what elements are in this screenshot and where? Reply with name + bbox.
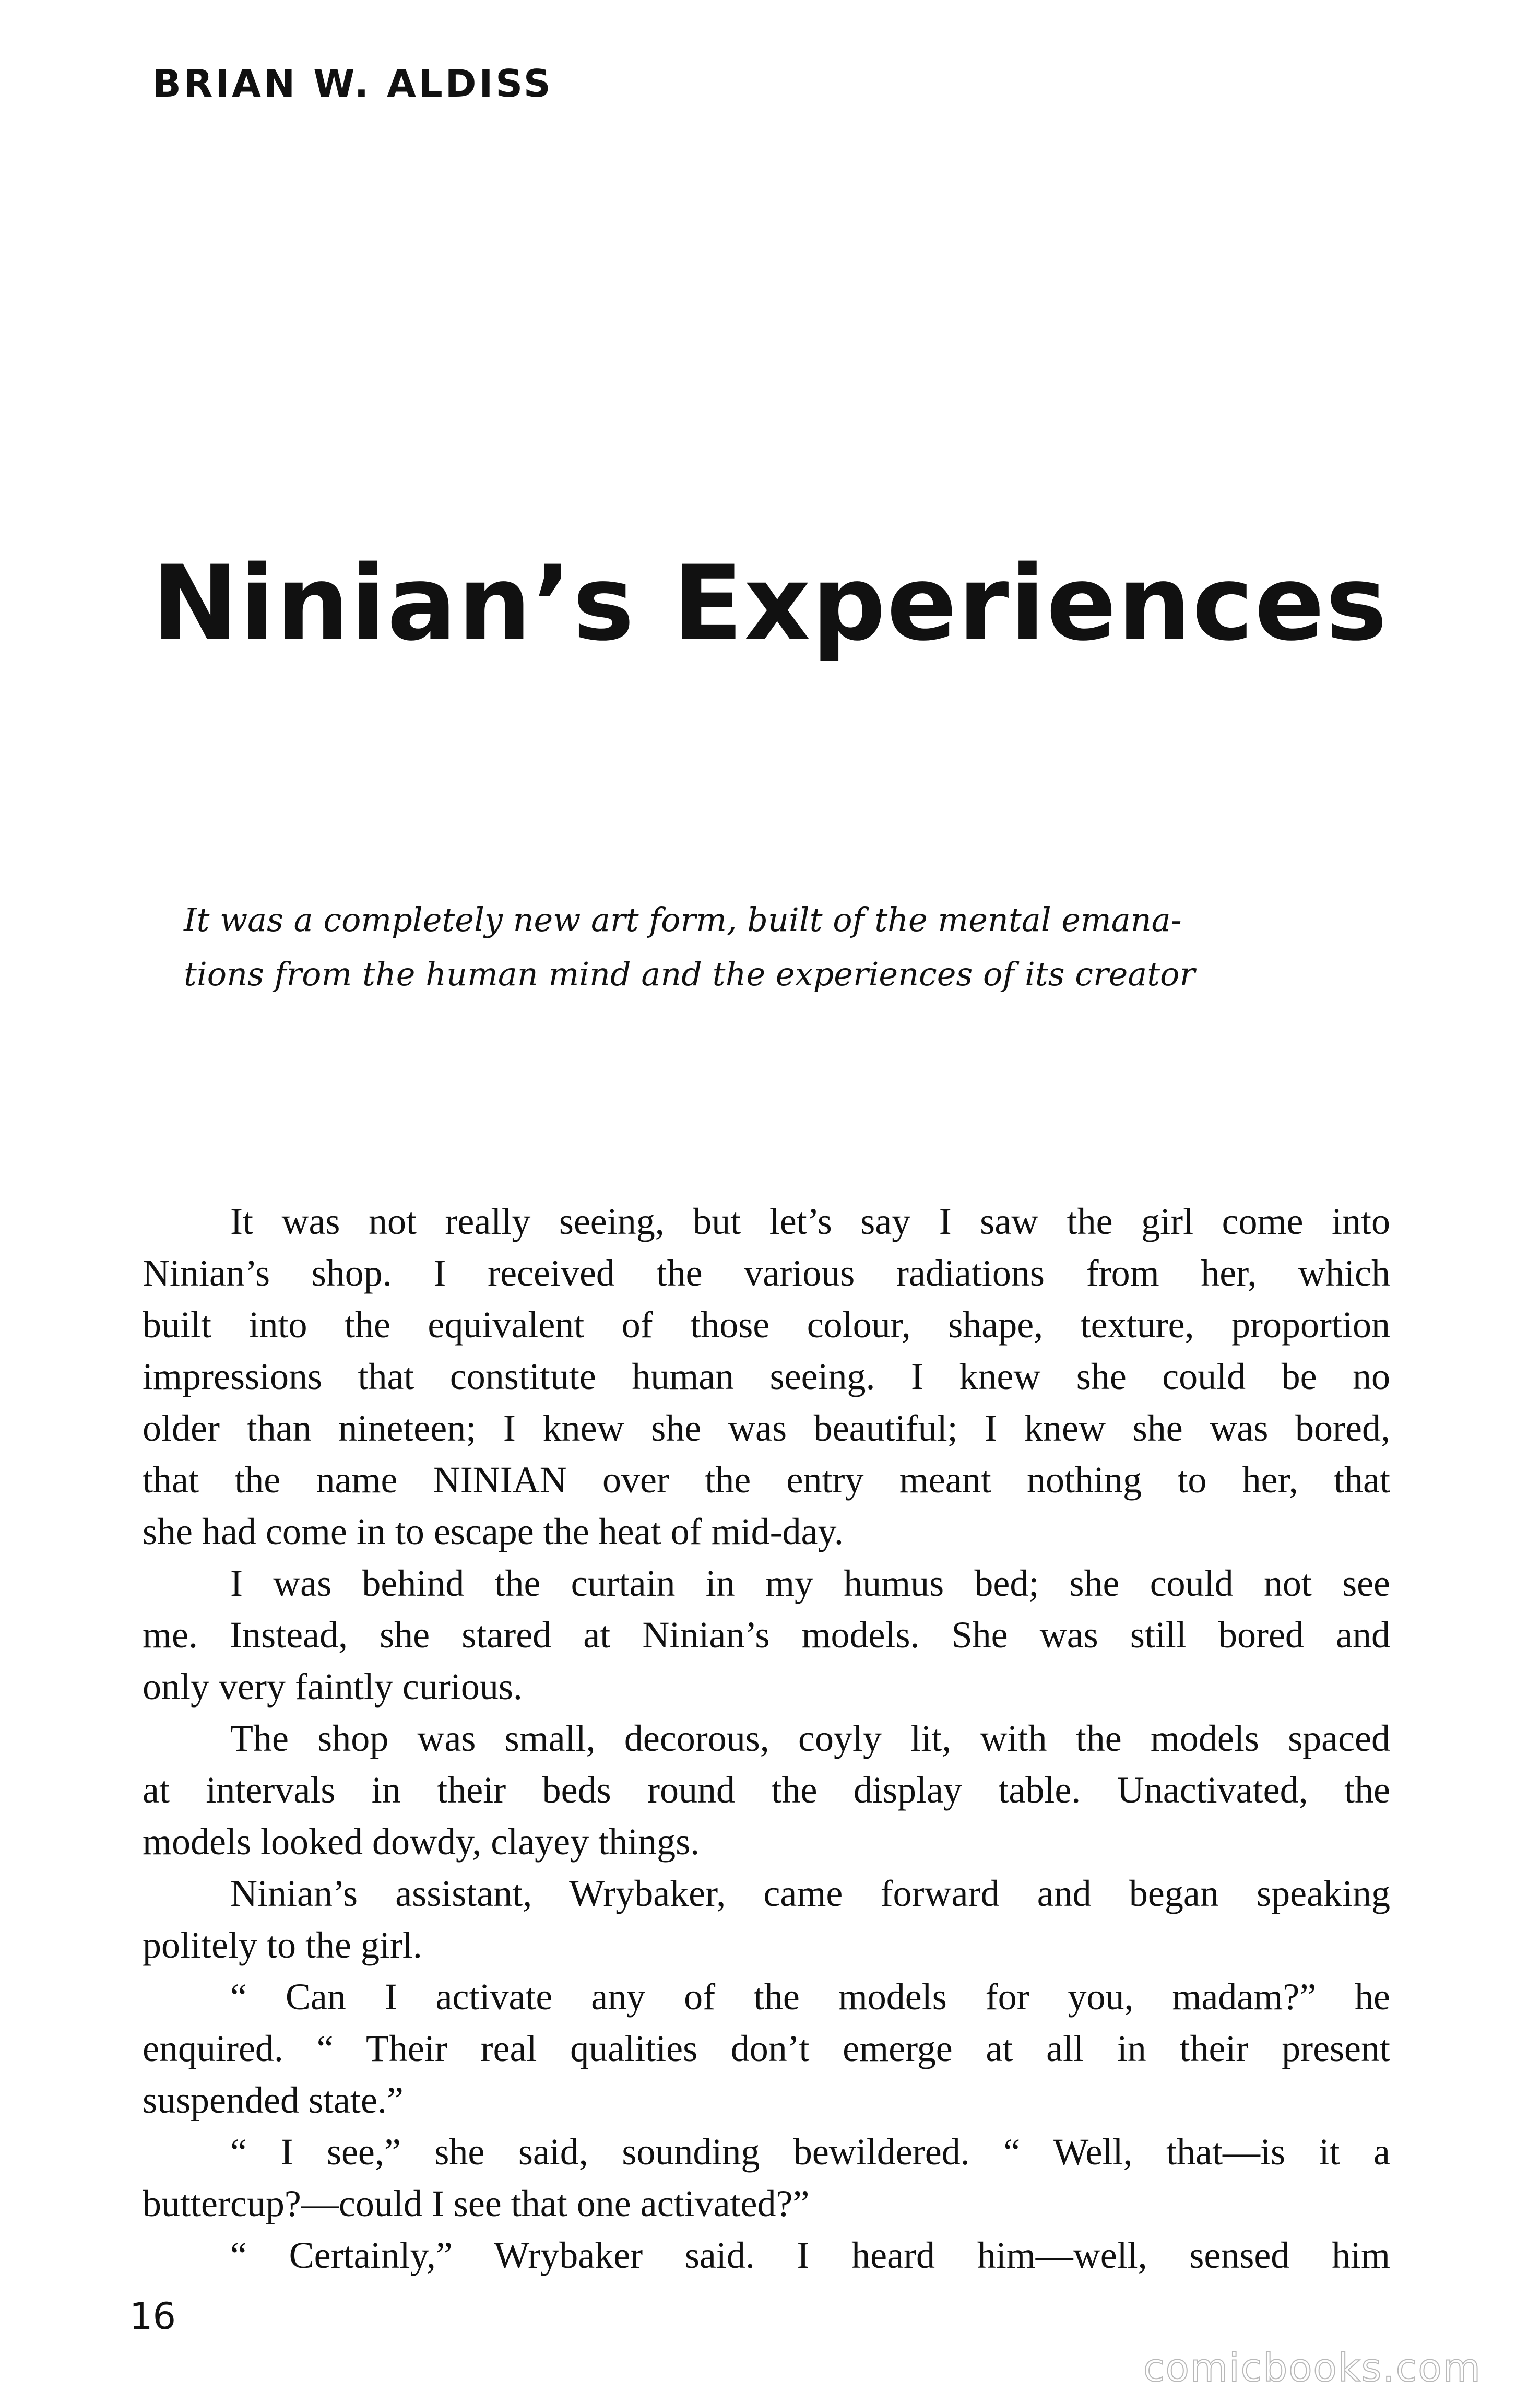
body-line: models looked dowdy, clayey things. — [143, 1821, 700, 1863]
author-name: BRIAN W. ALDISS — [152, 62, 553, 105]
body-line: Ninian’s assistant, Wrybaker, came forward and began speaking — [230, 1873, 1390, 1914]
watermark: comicbooks.com — [1143, 2346, 1482, 2391]
blurb-line: It was a completely new art form, built of the mental emana- — [184, 901, 1182, 939]
body-line: she had come in to escape the heat of mid-day. — [143, 1511, 844, 1552]
body-line: enquired. “ Their real qualities don’t emerge at all in their present — [143, 2028, 1390, 2069]
body-line: It was not really seeing, but let’s say I saw the girl come into — [230, 1200, 1390, 1242]
body-line: only very faintly curious. — [143, 1666, 523, 1708]
blurb-line: tions from the human mind and the experiences of its creator — [184, 955, 1195, 993]
body-line: built into the equivalent of those colour, shape, texture, proportion — [143, 1304, 1390, 1346]
body-line: suspended state.” — [143, 2079, 404, 2121]
page-number: 16 — [129, 2295, 176, 2338]
body-line: The shop was small, decorous, coyly lit, with the models spaced — [230, 1717, 1390, 1759]
body-line: buttercup?—could I see that one activated?” — [143, 2183, 810, 2224]
body-line: “ I see,” she said, sounding bewildered. “ Well, that—is it a — [230, 2131, 1390, 2173]
body-line: “ Can I activate any of the models for you, madam?” he — [230, 1976, 1390, 2018]
body-line: impressions that constitute human seeing. I knew she could be no — [143, 1356, 1390, 1397]
body-line: older than nineteen; I knew she was beautiful; I knew she was bored, — [143, 1407, 1390, 1449]
story-title: Ninian’s Experiences — [151, 543, 1389, 664]
body-line: that the name NINIAN over the entry meant nothing to her, that — [143, 1459, 1390, 1501]
story-blurb — [184, 893, 1358, 1002]
body-line: I was behind the curtain in my humus bed; she could not see — [230, 1562, 1390, 1604]
body-line: at intervals in their beds round the display table. Unactivated, the — [143, 1769, 1390, 1811]
body-line: me. Instead, she stared at Ninian’s models. She was still bored and — [143, 1614, 1390, 1656]
body-line: “ Certainly,” Wrybaker said. I heard him—well, sensed him — [230, 2234, 1390, 2276]
body-line: politely to the girl. — [143, 1924, 422, 1966]
story-body — [143, 1196, 1390, 2281]
body-line: Ninian’s shop. I received the various radiations from her, which — [143, 1252, 1390, 1294]
